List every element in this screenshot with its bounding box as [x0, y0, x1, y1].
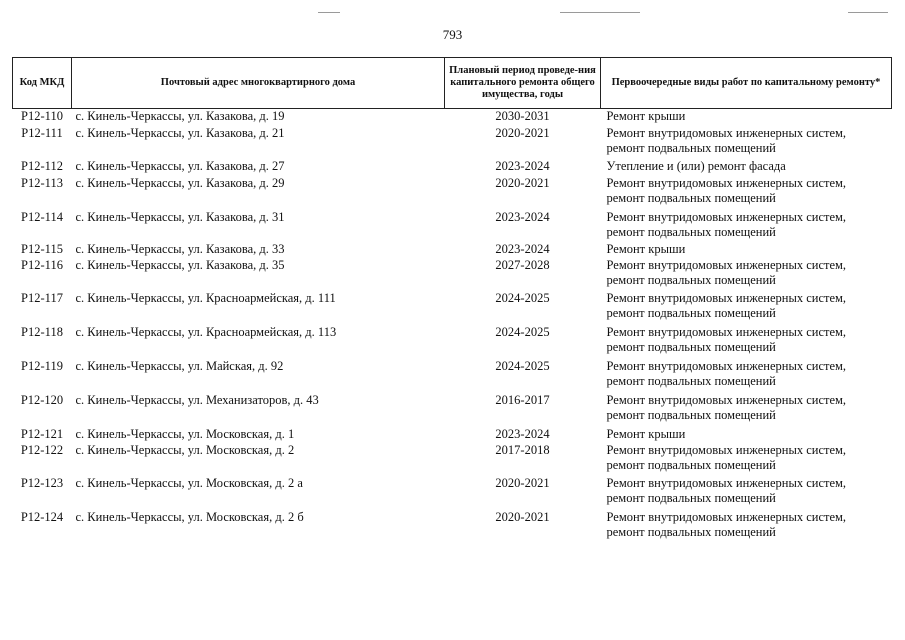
works-line: ремонт подвальных помещений	[606, 340, 776, 354]
cell-period: 2023-2024	[495, 210, 550, 224]
cell-code: Р12-122	[20, 443, 64, 457]
cell-address: с. Кинель-Черкассы, ул. Московская, д. 1	[75, 427, 295, 441]
cell-code: Р12-123	[20, 476, 64, 490]
cell-works	[601, 476, 892, 510]
cell-period: 2020-2021	[495, 510, 550, 524]
cell-code: Р12-112	[21, 159, 63, 173]
cell-code: Р12-117	[21, 291, 63, 305]
works-line: Ремонт внутридомовых инженерных систем,	[606, 258, 847, 272]
table-row	[13, 159, 892, 176]
cell-code: Р12-116	[21, 258, 63, 272]
works-line: Ремонт крыши	[606, 242, 686, 256]
table-row	[13, 393, 892, 427]
cell-code: Р12-119	[21, 359, 63, 373]
cell-code: Р12-120	[20, 393, 64, 407]
table-body	[13, 109, 892, 545]
cell-works	[601, 325, 892, 359]
cell-period: 2023-2024	[495, 427, 550, 441]
cell-address: с. Кинель-Черкассы, ул. Казакова, д. 27	[75, 159, 285, 173]
table-row	[13, 126, 892, 159]
works-line: Ремонт крыши	[606, 109, 686, 123]
works-line: Ремонт внутридомовых инженерных систем,	[606, 393, 847, 407]
table-row	[13, 242, 892, 258]
works-line: Ремонт крыши	[606, 427, 686, 441]
scan-mark	[318, 12, 340, 13]
cell-period: 2020-2021	[495, 176, 550, 190]
cell-address: с. Кинель-Черкассы, ул. Казакова, д. 31	[75, 210, 285, 224]
cell-period: 2020-2021	[495, 476, 550, 490]
cell-works	[601, 291, 892, 325]
cell-address: с. Кинель-Черкассы, ул. Механизаторов, д. 43	[75, 393, 319, 407]
cell-code: Р12-121	[20, 427, 64, 441]
cell-period: 2024-2025	[495, 359, 550, 373]
header-works: Первоочередные виды работ по капитальному ремонту*	[601, 58, 892, 109]
works-line: ремонт подвальных помещений	[606, 491, 776, 505]
cell-code: Р12-114	[21, 210, 63, 224]
works-line: Ремонт внутридомовых инженерных систем,	[606, 359, 847, 373]
works-line: Ремонт внутридомовых инженерных систем,	[606, 291, 847, 305]
cell-period: 2024-2025	[495, 325, 550, 339]
cell-works	[601, 359, 892, 393]
table-header-row	[13, 58, 892, 109]
works-line: ремонт подвальных помещений	[606, 191, 776, 205]
works-line: Ремонт внутридомовых инженерных систем,	[606, 176, 847, 190]
cell-works	[601, 393, 892, 427]
cell-address: с. Кинель-Черкассы, ул. Московская, д. 2	[75, 443, 295, 457]
cell-works	[601, 109, 892, 127]
page-number: 793	[442, 27, 463, 42]
cell-code: Р12-124	[20, 510, 64, 524]
works-line: Утепление и (или) ремонт фасада	[606, 159, 786, 173]
cell-period: 2030-2031	[495, 109, 550, 123]
table-row	[13, 325, 892, 359]
cell-works	[601, 427, 892, 443]
table-row	[13, 427, 892, 443]
cell-address: с. Кинель-Черкассы, ул. Казакова, д. 29	[75, 176, 285, 190]
works-line: Ремонт внутридомовых инженерных систем,	[606, 325, 847, 339]
cell-address: с. Кинель-Черкассы, ул. Казакова, д. 33	[75, 242, 285, 256]
cell-address: с. Кинель-Черкассы, ул. Красноармейская, д. 113	[75, 325, 337, 339]
cell-code: Р12-115	[21, 242, 63, 256]
cell-works	[601, 443, 892, 476]
scan-mark	[560, 12, 640, 13]
table-row	[13, 109, 892, 127]
works-line: Ремонт внутридомовых инженерных систем,	[606, 126, 847, 140]
cell-address: с. Кинель-Черкассы, ул. Майская, д. 92	[75, 359, 284, 373]
works-line: ремонт подвальных помещений	[606, 408, 776, 422]
works-line: Ремонт внутридомовых инженерных систем,	[606, 210, 847, 224]
cell-code: Р12-110	[21, 109, 63, 123]
cell-period: 2017-2018	[495, 443, 550, 457]
cell-code: Р12-118	[21, 325, 63, 339]
works-line: ремонт подвальных помещений	[606, 225, 776, 239]
cell-works	[601, 242, 892, 258]
cell-period: 2023-2024	[495, 159, 550, 173]
works-line: ремонт подвальных помещений	[606, 306, 776, 320]
works-line: ремонт подвальных помещений	[606, 273, 776, 287]
table-row	[13, 291, 892, 325]
cell-period: 2023-2024	[495, 242, 550, 256]
cell-code: Р12-111	[21, 126, 63, 140]
cell-works	[601, 510, 892, 544]
table-row	[13, 443, 892, 476]
repair-schedule-table	[12, 57, 892, 544]
works-line: Ремонт внутридомовых инженерных систем,	[606, 476, 847, 490]
works-line: Ремонт внутридомовых инженерных систем,	[606, 443, 847, 457]
cell-address: с. Кинель-Черкассы, ул. Красноармейская, д. 111	[75, 291, 336, 305]
cell-address: с. Кинель-Черкассы, ул. Казакова, д. 19	[75, 109, 285, 123]
cell-works	[601, 210, 892, 242]
header-period: Плановый период проведе-ния капитального ремонта общего имущества, годы	[445, 58, 601, 109]
works-line: ремонт подвальных помещений	[606, 458, 776, 472]
cell-period: 2016-2017	[495, 393, 550, 407]
cell-works	[601, 159, 892, 176]
header-code: Код МКД	[13, 58, 72, 109]
cell-address: с. Кинель-Черкассы, ул. Казакова, д. 21	[75, 126, 285, 140]
table-row	[13, 476, 892, 510]
cell-address: с. Кинель-Черкассы, ул. Московская, д. 2 б	[75, 510, 304, 524]
table-row	[13, 210, 892, 242]
header-address: Почтовый адрес многоквартирного дома	[72, 58, 445, 109]
cell-period: 2027-2028	[495, 258, 550, 272]
works-line: ремонт подвальных помещений	[606, 374, 776, 388]
cell-works	[601, 126, 892, 159]
table-row	[13, 359, 892, 393]
cell-period: 2020-2021	[495, 126, 550, 140]
works-line: Ремонт внутридомовых инженерных систем,	[606, 510, 847, 524]
table-row	[13, 258, 892, 291]
cell-address: с. Кинель-Черкассы, ул. Казакова, д. 35	[75, 258, 285, 272]
scan-mark	[848, 12, 888, 13]
cell-code: Р12-113	[21, 176, 63, 190]
table-row	[13, 510, 892, 544]
cell-works	[601, 176, 892, 210]
cell-address: с. Кинель-Черкассы, ул. Московская, д. 2 а	[75, 476, 303, 490]
cell-period: 2024-2025	[495, 291, 550, 305]
works-line: ремонт подвальных помещений	[606, 141, 776, 155]
table-row	[13, 176, 892, 210]
works-line: ремонт подвальных помещений	[606, 525, 776, 539]
cell-works	[601, 258, 892, 291]
